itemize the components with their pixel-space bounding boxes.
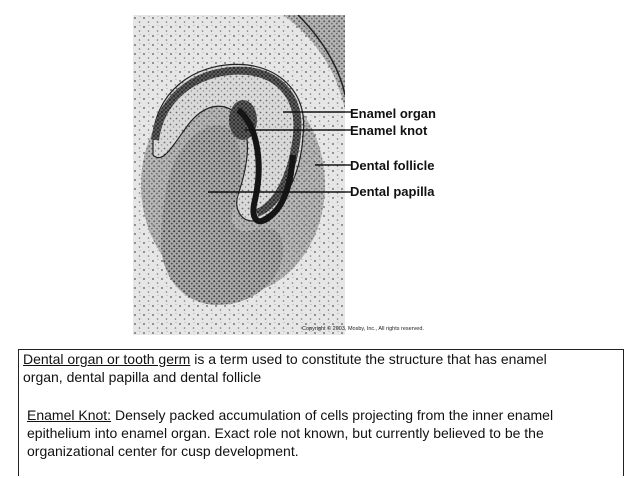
definition-paragraph	[23, 350, 583, 386]
micrograph-svg	[133, 15, 345, 335]
enamel-knot-text: Densely packed accumulation of cells projecting from the inner enamel epithelium into enamel organ. Exact role not known, but currently believed to be the organizational center for cusp development.	[27, 407, 554, 459]
enamel-knot-term: Enamel Knot:	[27, 407, 112, 423]
label-dental-papilla: Dental papilla	[350, 184, 435, 199]
label-enamel-organ: Enamel organ	[350, 106, 436, 121]
definition-term: Dental organ or tooth germ	[23, 351, 191, 367]
enamel-knot-paragraph	[27, 406, 587, 460]
caption-box	[18, 349, 624, 476]
definition-text: is a term used to constitute the structure that has enamel organ, dental papilla and dental follicle	[23, 351, 547, 385]
label-dental-follicle: Dental follicle	[350, 158, 435, 173]
tooth-germ-micrograph	[133, 15, 345, 335]
label-enamel-knot: Enamel knot	[350, 123, 428, 138]
copyright-notice: Copyright © 2003, Mosby, Inc., All rights reserved.	[302, 326, 424, 332]
label-leaders	[345, 15, 355, 335]
